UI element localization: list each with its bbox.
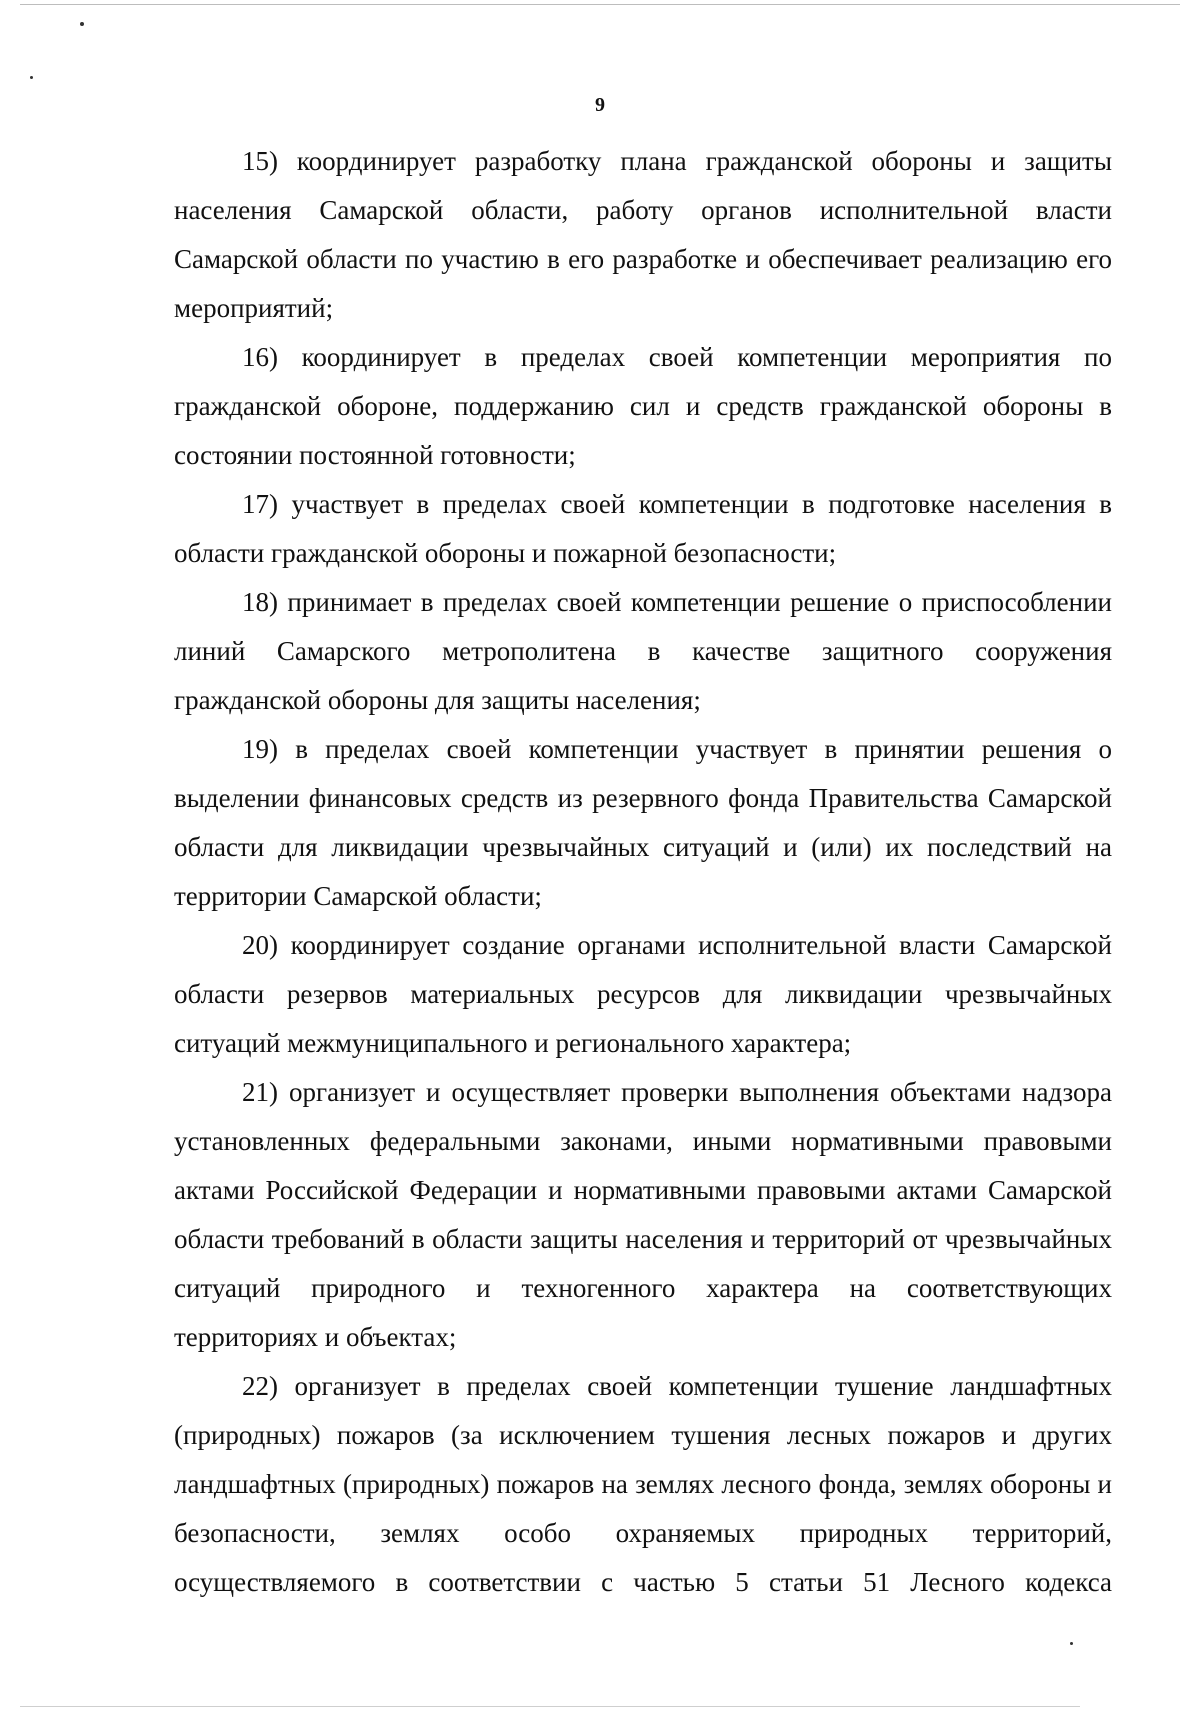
paragraph-item-19: 19) в пределах своей компетенции участвует в принятии решения о выделении финансовых средств из резервного фонда Правительства Самарской области для ликвидации чрезвычайных ситуаций и (или) их последствий на территории Самарской области;	[174, 734, 1112, 911]
scan-speck	[1070, 1642, 1073, 1645]
scan-edge-top	[20, 4, 1180, 5]
scan-edge-bottom	[20, 1706, 1080, 1707]
document-body	[174, 137, 1112, 1607]
paragraph-item-15: 15) координирует разработку плана гражданской обороны и защиты населения Самарской области, работу органов исполнительной власти Самарской области по участию в его разработке и обеспечивает реализацию его мероприятий;	[174, 146, 1112, 323]
paragraph-item-22: 22) организует в пределах своей компетенции тушение ландшафтных (природных) пожаров (за исключением тушения лесных пожаров и других ландшафтных (природных) пожаров на землях лесного фонда, землях обороны и безопасности, землях особо охраняемых природных территорий, осуществляемого в соответствии с частью 5 статьи 51 Лесного кодекса	[174, 1371, 1112, 1597]
paragraph-item-21: 21) организует и осуществляет проверки выполнения объектами надзора установленных федеральными законами, иными нормативными правовыми актами Российской Федерации и нормативными правовыми актами Самарской области требований в области защиты населения и территорий от чрезвычайных ситуаций природного и техногенного характера на соответствующих территориях и объектах;	[174, 1077, 1112, 1352]
paragraph-item-18: 18) принимает в пределах своей компетенции решение о приспособлении линий Самарского метрополитена в качестве защитного сооружения гражданской обороны для защиты населения;	[174, 587, 1112, 715]
paragraph-item-20: 20) координирует создание органами исполнительной власти Самарской области резервов материальных ресурсов для ликвидации чрезвычайных ситуаций межмуниципального и регионального характера;	[174, 930, 1112, 1058]
scan-speck	[30, 76, 33, 79]
page-number: 9	[595, 94, 605, 116]
paragraph-item-16: 16) координирует в пределах своей компетенции мероприятия по гражданской обороне, поддержанию сил и средств гражданской обороны в состоянии постоянной готовности;	[174, 342, 1112, 470]
paragraph-item-17: 17) участвует в пределах своей компетенции в подготовке населения в области гражданской обороны и пожарной безопасности;	[174, 489, 1112, 568]
scan-speck	[80, 22, 84, 26]
